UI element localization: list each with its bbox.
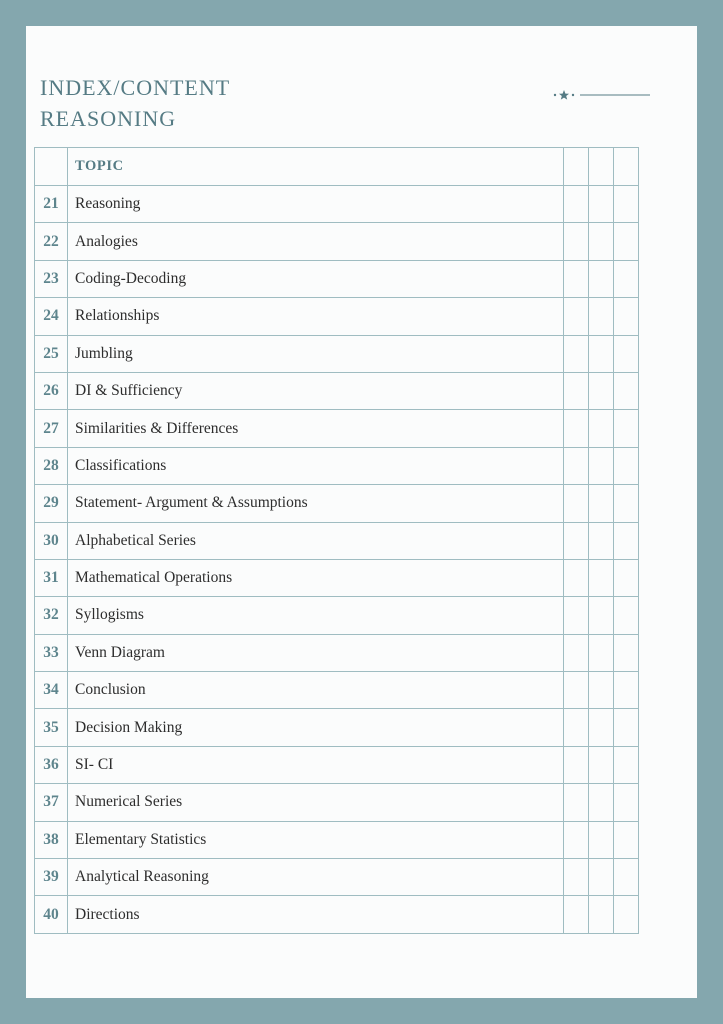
- topic-header: TOPIC: [68, 148, 564, 186]
- check-cell-1[interactable]: [564, 522, 589, 559]
- check-cell-2[interactable]: [589, 821, 614, 858]
- table-row: [35, 447, 639, 484]
- table-row: [35, 896, 639, 933]
- check-cell-2[interactable]: [589, 447, 614, 484]
- check-cell-2[interactable]: [589, 372, 614, 409]
- check-cell-2[interactable]: [589, 784, 614, 821]
- table-row: [35, 522, 639, 559]
- row-topic: DI & Sufficiency: [68, 372, 564, 409]
- row-number: 29: [35, 485, 68, 522]
- row-number: 24: [35, 298, 68, 335]
- row-number: 39: [35, 859, 68, 896]
- check-cell-3[interactable]: [614, 559, 639, 596]
- check-cell-2[interactable]: [589, 597, 614, 634]
- index-table: [34, 147, 639, 934]
- check-cell-3[interactable]: [614, 260, 639, 297]
- table-row: [35, 559, 639, 596]
- row-number: 28: [35, 447, 68, 484]
- row-number: 27: [35, 410, 68, 447]
- check-cell-1[interactable]: [564, 298, 589, 335]
- row-number: 38: [35, 821, 68, 858]
- check-cell-1[interactable]: [564, 186, 589, 223]
- check-cell-1[interactable]: [564, 672, 589, 709]
- row-topic: Syllogisms: [68, 597, 564, 634]
- row-number: 40: [35, 896, 68, 933]
- star-ornament-icon: [552, 88, 652, 102]
- row-number: 32: [35, 597, 68, 634]
- table-row: [35, 597, 639, 634]
- row-number: 36: [35, 746, 68, 783]
- check-cell-1[interactable]: [564, 896, 589, 933]
- table-row: [35, 298, 639, 335]
- table-row: [35, 784, 639, 821]
- check-cell-3[interactable]: [614, 485, 639, 522]
- row-number: 22: [35, 223, 68, 260]
- check-cell-2[interactable]: [589, 485, 614, 522]
- check-cell-3[interactable]: [614, 634, 639, 671]
- check-cell-1[interactable]: [564, 335, 589, 372]
- table-row: [35, 859, 639, 896]
- check-cell-3[interactable]: [614, 746, 639, 783]
- check-header-cell-2: [589, 148, 614, 186]
- row-number: 23: [35, 260, 68, 297]
- table-row: [35, 410, 639, 447]
- check-cell-3[interactable]: [614, 821, 639, 858]
- check-header-cell-1: [564, 148, 589, 186]
- index-page: [26, 26, 697, 998]
- check-cell-2[interactable]: [589, 559, 614, 596]
- check-cell-1[interactable]: [564, 485, 589, 522]
- check-cell-3[interactable]: [614, 784, 639, 821]
- table-row: [35, 186, 639, 223]
- check-cell-2[interactable]: [589, 298, 614, 335]
- row-number: 25: [35, 335, 68, 372]
- check-cell-2[interactable]: [589, 186, 614, 223]
- row-topic: Alphabetical Series: [68, 522, 564, 559]
- check-cell-2[interactable]: [589, 223, 614, 260]
- table-row: [35, 634, 639, 671]
- check-cell-3[interactable]: [614, 859, 639, 896]
- check-header-cell-3: [614, 148, 639, 186]
- table-row: [35, 672, 639, 709]
- row-topic: Analytical Reasoning: [68, 859, 564, 896]
- table-row: [35, 821, 639, 858]
- check-cell-2[interactable]: [589, 859, 614, 896]
- table-row: [35, 335, 639, 372]
- check-cell-3[interactable]: [614, 223, 639, 260]
- row-topic: Analogies: [68, 223, 564, 260]
- check-cell-2[interactable]: [589, 672, 614, 709]
- row-topic: Statement- Argument & Assumptions: [68, 485, 564, 522]
- check-cell-2[interactable]: [589, 896, 614, 933]
- row-topic: Directions: [68, 896, 564, 933]
- title-line-1: INDEX/CONTENT: [40, 75, 231, 100]
- row-topic: Relationships: [68, 298, 564, 335]
- check-cell-3[interactable]: [614, 709, 639, 746]
- row-number: 35: [35, 709, 68, 746]
- row-number: 34: [35, 672, 68, 709]
- check-cell-2[interactable]: [589, 522, 614, 559]
- row-topic: Numerical Series: [68, 784, 564, 821]
- table-row: [35, 746, 639, 783]
- check-cell-1[interactable]: [564, 784, 589, 821]
- row-number: 37: [35, 784, 68, 821]
- check-cell-1[interactable]: [564, 447, 589, 484]
- check-cell-1[interactable]: [564, 597, 589, 634]
- row-topic: Conclusion: [68, 672, 564, 709]
- row-topic: Decision Making: [68, 709, 564, 746]
- check-cell-2[interactable]: [589, 410, 614, 447]
- table-row: [35, 223, 639, 260]
- row-topic: Jumbling: [68, 335, 564, 372]
- check-cell-2[interactable]: [589, 260, 614, 297]
- table-row: [35, 372, 639, 409]
- row-topic: Elementary Statistics: [68, 821, 564, 858]
- check-cell-1[interactable]: [564, 410, 589, 447]
- check-cell-3[interactable]: [614, 672, 639, 709]
- check-cell-3[interactable]: [614, 372, 639, 409]
- check-cell-3[interactable]: [614, 335, 639, 372]
- check-cell-2[interactable]: [589, 634, 614, 671]
- table-header-row: [35, 148, 639, 186]
- check-cell-1[interactable]: [564, 746, 589, 783]
- row-number: 30: [35, 522, 68, 559]
- check-cell-1[interactable]: [564, 859, 589, 896]
- check-cell-1[interactable]: [564, 372, 589, 409]
- check-cell-1[interactable]: [564, 634, 589, 671]
- row-number: 21: [35, 186, 68, 223]
- check-cell-1[interactable]: [564, 260, 589, 297]
- page-title: [40, 72, 230, 134]
- check-cell-1[interactable]: [564, 821, 589, 858]
- check-cell-1[interactable]: [564, 223, 589, 260]
- title-line-2: REASONING: [40, 106, 177, 131]
- check-cell-2[interactable]: [589, 709, 614, 746]
- row-number: 31: [35, 559, 68, 596]
- row-topic: Similarities & Differences: [68, 410, 564, 447]
- table-row: [35, 485, 639, 522]
- check-cell-3[interactable]: [614, 522, 639, 559]
- row-topic: Venn Diagram: [68, 634, 564, 671]
- row-topic: Classifications: [68, 447, 564, 484]
- table-row: [35, 709, 639, 746]
- check-cell-1[interactable]: [564, 559, 589, 596]
- row-topic: Mathematical Operations: [68, 559, 564, 596]
- check-cell-3[interactable]: [614, 597, 639, 634]
- check-cell-3[interactable]: [614, 410, 639, 447]
- row-number: 33: [35, 634, 68, 671]
- check-cell-2[interactable]: [589, 746, 614, 783]
- row-topic: SI- CI: [68, 746, 564, 783]
- table-row: [35, 260, 639, 297]
- check-cell-3[interactable]: [614, 186, 639, 223]
- check-cell-3[interactable]: [614, 447, 639, 484]
- check-cell-1[interactable]: [564, 709, 589, 746]
- row-topic: Reasoning: [68, 186, 564, 223]
- check-cell-3[interactable]: [614, 298, 639, 335]
- check-cell-3[interactable]: [614, 896, 639, 933]
- row-topic: Coding-Decoding: [68, 260, 564, 297]
- number-header-cell: [35, 148, 68, 186]
- check-cell-2[interactable]: [589, 335, 614, 372]
- row-number: 26: [35, 372, 68, 409]
